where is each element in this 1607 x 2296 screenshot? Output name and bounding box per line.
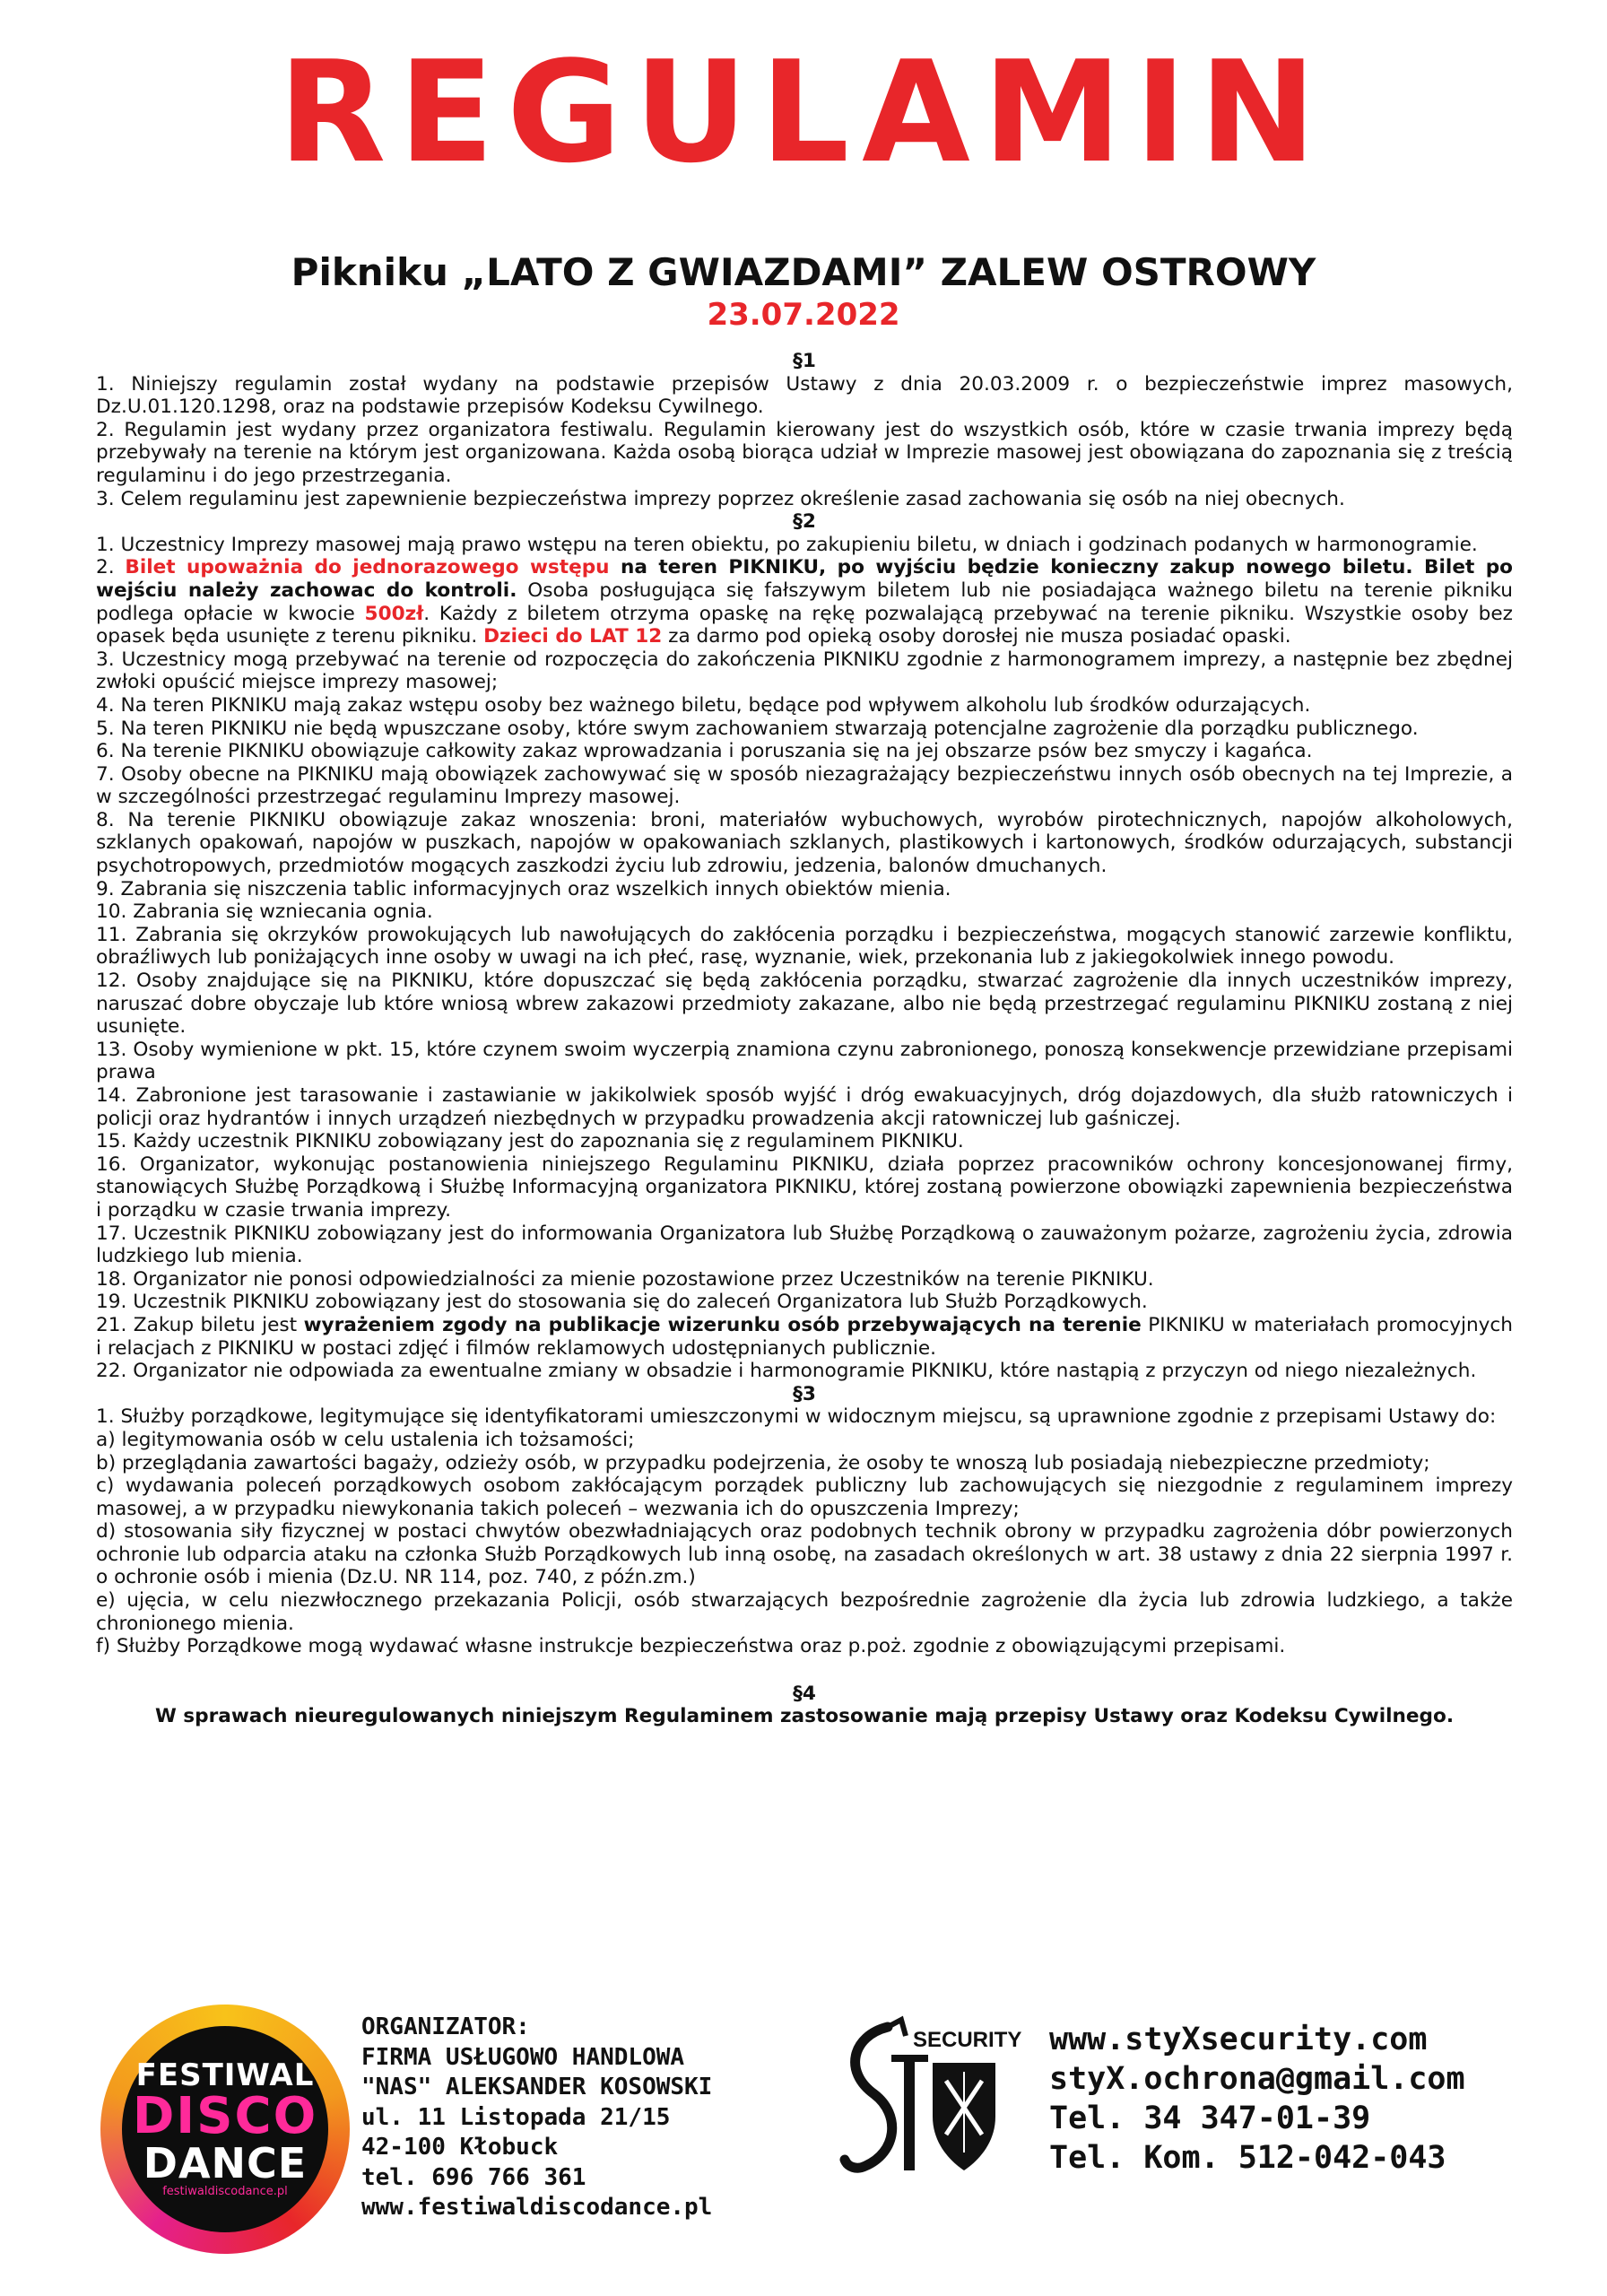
s2-p2 — [96, 556, 1513, 648]
regulations-body — [96, 350, 1513, 1728]
section-heading-3: §3 — [793, 1382, 816, 1405]
fine-amount: 500zł — [364, 602, 424, 625]
organizer-phone: tel. 696 766 361 — [361, 2163, 586, 2191]
organizer-website: www.festiwaldiscodance.pl — [361, 2194, 713, 2221]
event-subtitle: Pikniku „LATO Z GWIAZDAMI” ZALEW OSTROWY — [291, 250, 1316, 294]
s2-p7: 7. Osoby obecne na PIKNIKU mają obowiązek zachowywać się w sposób niezagrażający bezpieczeństwu innych osób obecnych na tej Imprezie, a w szczególności przestrzegać regulaminu Imprezy masowej. — [96, 762, 1513, 809]
s2-p13: 13. Osoby wymienione w pkt. 15, które czynem swoim wyczerpią znamiona czynu zabronionego, ponoszą konsekwencje przewidziane przepisami prawa — [96, 1038, 1513, 1084]
s3-f: f) Służby Porządkowe mogą wydawać własne instrukcje bezpieczeństwa oraz p.poż. zgodnie z obowiązującymi przepisami. — [96, 1635, 1286, 1658]
s2-p5: 5. Na teren PIKNIKU nie będą wpuszczane osoby, które swym zachowaniem stwarzają potencjalne zagrożenie dla porządku publicznego. — [96, 717, 1419, 740]
s2-p4: 4. Na teren PIKNIKU mają zakaz wstępu osoby bez ważnego biletu, będące pod wpływem alkoholu lub środków odurzających. — [96, 693, 1311, 717]
s4-text: W sprawach nieuregulowanych niniejszym Regulaminem zastosowanie mają przepisy Ustawy oraz Kodeksu Cywilnego. — [154, 1705, 1455, 1728]
organizer-name: "NAS" ALEKSANDER KOSOWSKI — [361, 2074, 713, 2100]
s2-p1: 1. Uczestnicy Imprezy masowej mają prawo wstępu na teren obiektu, po zakupieniu biletu, w dniach i godzinach podanych w harmonogramie. — [96, 533, 1478, 556]
s2-p21 — [96, 1314, 1513, 1360]
security-email: styX.ochrona@gmail.com — [1049, 2061, 1465, 2097]
section-heading-4: §4 — [793, 1682, 816, 1705]
page-title: REGULAMIN — [278, 30, 1329, 194]
s2-p19: 19. Uczestnik PIKNIKU zobowiązany jest do stosowania się do zaleceń Organizatora lub Służb Porządkowych. — [96, 1291, 1148, 1314]
s2-p14: 14. Zabronione jest tarasowanie i zastawianie w jakikolwiek sposób wyjść i dróg ewakuacyjnych, dróg dojazdowych, dla służb ratowniczych i policji oraz hydrantów i innych urządzeń niezbędnych w przypadku prowadzenia akcji ratowniczej lub gaśniczej. — [96, 1084, 1513, 1130]
ticket-notice-bold: na teren PIKNIKU, po wyjściu będzie konieczny zakup nowego biletu. Bilet po wejściu należy zachowac do kontroli. — [96, 556, 1514, 602]
s3-c: c) wydawania poleceń porządkowych osobom zakłócającym porządek publiczny lub zachowujących się niezgodnie z regulaminem imprezy masowej, a w przypadku niewykonania takich poleceń – wezwania ich do opuszczenia Imprezy; — [96, 1474, 1513, 1520]
s3-p1: 1. Służby porządkowe, legitymujące się identyfikatorami umieszczonymi w widocznym miejscu, są uprawnione zgodnie z przepisami Ustawy do: — [96, 1405, 1497, 1429]
s2-p9: 9. Zabrania się niszczenia tablic informacyjnych oraz wszelkich innych obiektów mienia. — [96, 877, 951, 900]
organizer-company: FIRMA USŁUGOWO HANDLOWA — [361, 2043, 685, 2071]
festival-disco-dance-logo — [100, 2005, 350, 2254]
s2-p2-num: 2. — [96, 556, 126, 579]
s3-d: d) stosowania siły fizycznej w postaci chwytów obezwładniających oraz podobnych technik obrony w przypadku zagrożenia dóbr powierzonych ochronie lub odparcia ataku na członka Służb Porządkowych lub inną osobę, na zasadach określonych w art. 38 ustawy z dnia 22 sierpnia 1997 r. o ochronie osób i mienia (Dz.U. NR 114, poz. 740, z późn.zm.) — [96, 1520, 1513, 1589]
organizer-city: 42-100 Kłobuck — [361, 2134, 559, 2161]
organizer-block — [361, 2013, 712, 2223]
s2-p21-a: 21. Zakup biletu jest — [96, 1313, 304, 1336]
s2-p8: 8. Na terenie PIKNIKU obowiązuje zakaz wnoszenia: broni, materiałów wybuchowych, wyrobów pirotechnicznych, napojów alkoholowych, szklanych opakowań, napojów w puszkach, napojów w opakowaniach szklanych, plastikowych i kartonowych, środków odurzających, substancji psychotropowych, przedmiotów mogących zaszkodzi życiu lub zdrowiu, jedzenia, balonów dmuchanych. — [96, 808, 1513, 878]
logo-line-disco: DISCO — [132, 2087, 318, 2145]
s3-e: e) ujęcia, w celu niezwłocznego przekazania Policji, osób stwarzających bezpośrednie zagrożenie dla życia lub zdrowia ludzkiego, a także chronionego mienia. — [96, 1589, 1513, 1635]
logo-url: festiwaldiscodance.pl — [162, 2185, 288, 2198]
s2-p10: 10. Zabrania się wzniecania ognia. — [96, 900, 433, 924]
organizer-street: ul. 11 Listopada 21/15 — [361, 2103, 671, 2131]
s2-p16: 16. Organizator, wykonując postanowienia niniejszego Regulaminu PIKNIKU, działa poprzez pracowników ochrony koncesjonowanej firmy, stanowiących Służbę Porządkową i Służbę Informacyjną organizatora PIKNIKU, której zostaną powierzone obowiązki zapewnienia bezpieczeństwa i porządku w czasie trwania imprezy. — [96, 1152, 1513, 1222]
security-website: www.styXsecurity.com — [1049, 2022, 1428, 2057]
s2-p18: 18. Organizator nie ponosi odpowiedzialności za mienie pozostawione przez Uczestników na terenie PIKNIKU. — [96, 1267, 1154, 1291]
image-consent: wyrażeniem zgody na publikacje wizerunku osób przebywających na terenie — [303, 1313, 1142, 1336]
logo-line-festiwal: FESTIWAL — [135, 2057, 315, 2093]
event-date: 23.07.2022 — [707, 297, 900, 333]
security-phone: Tel. 34 347-01-39 — [1049, 2100, 1371, 2136]
organizer-label: ORGANIZATOR: — [361, 2013, 530, 2040]
s1-p1: 1. Niniejszy regulamin został wydany na podstawie przepisów Ustawy z dnia 20.03.2009 r. o bezpieczeństwie imprez masowych, Dz.U.01.120.1298, oraz na podstawie przepisów Kodeksu Cywilnego. — [96, 372, 1513, 419]
ticket-notice: Bilet upoważnia do jednorazowego wstępu — [125, 556, 610, 579]
children-notice: Dzieci do LAT 12 — [483, 625, 663, 648]
s2-p12: 12. Osoby znajdujące się na PIKNIKU, które dopuszczać się będą zakłócenia porządku, stwarzać zagrożenie dla innych uczestników imprezy, naruszać dobre obyczaje lub które wniosą wbrew zakazowi przedmioty zakazane, albo nie będą przestrzegać regulaminu PIKNIKU zostaną z niej usunięte. — [96, 970, 1513, 1039]
s2-p17: 17. Uczestnik PIKNIKU zobowiązany jest do informowania Organizatora lub Służbę Porządkową o zauważonym pożarze, zagrożeniu życia, zdrowia ludzkiego lub mienia. — [96, 1222, 1513, 1268]
s2-p2-text3: za darmo pod opieką osoby dorosłej nie musza posiadać opaski. — [662, 625, 1291, 648]
logo-disc — [122, 2026, 328, 2232]
security-mobile: Tel. Kom. 512-042-043 — [1049, 2140, 1446, 2176]
s2-p6: 6. Na terenie PIKNIKU obowiązuje całkowity zakaz wprowadzania i poruszania się na jej obszarze psów bez smyczy i kagańca. — [96, 740, 1313, 763]
section-heading-1: §1 — [793, 350, 816, 372]
logo-line-dance: DANCE — [143, 2139, 308, 2187]
s3-a: a) legitymowania osób w celu ustalenia ich tożsamości; — [96, 1428, 635, 1451]
s2-p2-text1: Osoba posługująca się fałszywym biletem lub nie posiadająca ważnego biletu na terenie pikniku podlega opłacie w kwocie — [96, 578, 1513, 625]
s2-p21-c: PIKNIKU w materiałach promocyjnych i relacjach z PIKNIKU w postaci zdjęć i filmów reklamowych udostępnianych publicznie. — [96, 1313, 1513, 1360]
s2-p11: 11. Zabrania się okrzyków prowokujących lub nawołujących do zakłócenia porządku i bezpieczeństwa, mogących stanowić zarzewie konfliktu, obraźliwych lub poniżających inne osoby w uwagi na ich płeć, rasę, wyznanie, wiek, przekonania lub z jakiegokolwiek innego powodu. — [96, 923, 1513, 970]
section-heading-2: §2 — [793, 510, 816, 534]
s2-p3: 3. Uczestnicy mogą przebywać na terenie od rozpoczęcia do zakończenia PIKNIKU zgodnie z harmonogramem imprezy, a następnie bez zbędnej zwłoki opuścić miejsce imprezy masowej; — [96, 648, 1513, 694]
s2-p2-text2: . Każdy z biletem otrzyma opaskę na rękę pozwalającą przebywać na terenie pikniku. Wszystkie osoby bez opasek będa usunięte z terenu pikniku. — [96, 602, 1513, 648]
s2-p15: 15. Każdy uczestnik PIKNIKU zobowiązany jest do zapoznania się z regulaminem PIKNIKU. — [96, 1130, 964, 1153]
styx-security-logo-icon — [834, 2009, 1031, 2188]
s1-p2: 2. Regulamin jest wydany przez organizatora festiwalu. Regulamin kierowany jest do wszystkich osób, które w czasie trwania imprezy będą przebywały na terenie na którym jest organizowana. Każda osobą biorąca udział w Imprezie masowej jest obowiązana do zapoznania się z treścią regulaminu i do jego przestrzegania. — [96, 418, 1513, 487]
s2-p22: 22. Organizator nie odpowiada za ewentualne zmiany w obsadzie i harmonogramie PIKNIKU, które nastąpią z przyczyn od niego niezależnych. — [96, 1360, 1477, 1383]
s3-b: b) przeglądania zawartości bagaży, odzieży osób, w przypadku podejrzenia, że osoby te wnoszą lub posiadają niebezpieczne przedmioty; — [96, 1451, 1430, 1474]
security-label: SECURITY — [913, 2028, 1022, 2052]
security-contact-block — [1049, 2020, 1465, 2178]
s1-p3: 3. Celem regulaminu jest zapewnienie bezpieczeństwa imprezy poprzez określenie zasad zachowania się osób na niej obecnych. — [96, 487, 1345, 510]
